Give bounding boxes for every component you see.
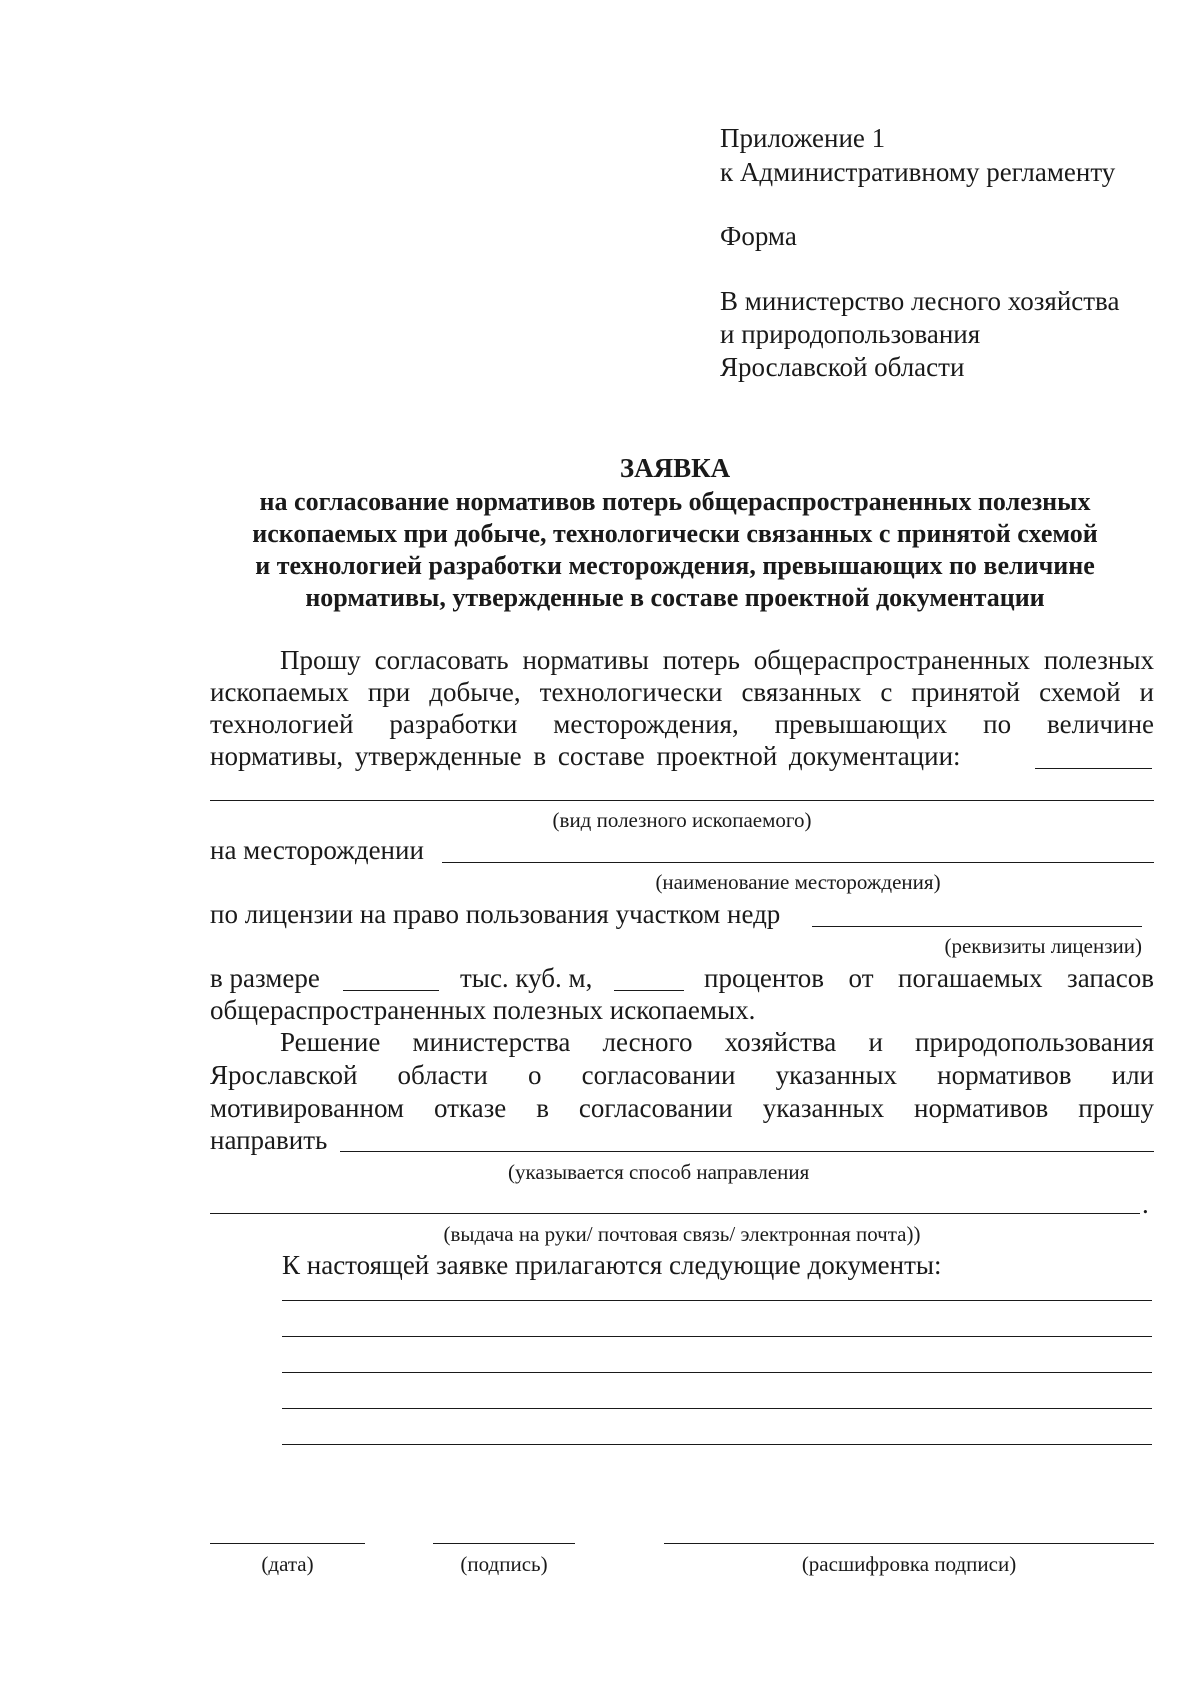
license-label: по лицензии на право пользования участком недр <box>210 899 781 929</box>
send-period: . <box>1142 1189 1149 1219</box>
signature-caption: (подпись) <box>460 1552 548 1576</box>
license-details-caption: (реквизиты лицензии) <box>944 934 1142 958</box>
document-title: ЗАЯВКА <box>619 453 731 483</box>
signature-decode-caption: (расшифровка подписи) <box>801 1552 1017 1576</box>
title-line-2: ископаемых при добыче, технологически связанных с принятой схемой <box>252 519 1098 548</box>
addressee-line-3: Ярославской области <box>720 352 965 382</box>
percent-field[interactable] <box>614 990 684 991</box>
decision-line-1: Решение министерства лесного хозяйства и природопользования <box>280 1027 1154 1057</box>
attachment-line-3[interactable] <box>282 1372 1152 1373</box>
attachments-label: К настоящей заявке прилагаются следующие документы: <box>282 1250 942 1280</box>
title-line-4: нормативы, утвержденные в составе проектной документации <box>305 583 1045 612</box>
title-line-1: на согласование нормативов потерь общераспространенных полезных <box>259 487 1091 516</box>
mineral-type-field[interactable] <box>210 800 1154 801</box>
decision-line-3: мотивированном отказе в согласовании указанных нормативов прошу <box>210 1093 1154 1123</box>
mineral-field-inline[interactable] <box>1035 768 1152 769</box>
decision-line-2: Ярославской области о согласовании указанных нормативов или <box>210 1060 1154 1090</box>
size-line-2: общераспространенных полезных ископаемых. <box>210 995 756 1025</box>
appendix-label: Приложение 1 <box>720 123 886 153</box>
request-line-2: ископаемых при добыче, технологически связанных с принятой схемой и <box>210 677 1154 707</box>
send-caption: (указывается способ направления <box>508 1160 810 1184</box>
attachment-line-1[interactable] <box>282 1300 1152 1301</box>
request-line-4: нормативы, утвержденные в составе проектной документации: <box>210 741 961 771</box>
attachment-line-5[interactable] <box>282 1444 1152 1445</box>
request-line-3: технологией разработки месторождения, превышающих по величине <box>210 709 1154 739</box>
deposit-name-field[interactable] <box>442 862 1154 863</box>
size-label: в размере <box>210 963 320 993</box>
request-line-1: Прошу согласовать нормативы потерь общераспространенных полезных <box>280 645 1154 675</box>
date-field[interactable] <box>210 1543 365 1544</box>
deposit-label: на месторождении <box>210 835 424 865</box>
date-caption: (дата) <box>261 1552 314 1576</box>
delivery-method-field[interactable] <box>340 1151 1154 1152</box>
size-unit: тыс. куб. м, <box>460 963 593 993</box>
attachment-line-2[interactable] <box>282 1336 1152 1337</box>
signature-field[interactable] <box>433 1543 575 1544</box>
signature-decode-field[interactable] <box>664 1543 1154 1544</box>
send-label: направить <box>210 1125 328 1155</box>
delivery-options-caption: (выдача на руки/ почтовая связь/ электронная почта)) <box>443 1222 921 1246</box>
volume-field[interactable] <box>343 990 439 991</box>
regulation-reference: к Административному регламенту <box>720 157 1116 187</box>
attachment-line-4[interactable] <box>282 1408 1152 1409</box>
title-line-3: и технологией разработки месторождения, превышающих по величине <box>255 551 1095 580</box>
mineral-type-caption: (вид полезного ископаемого) <box>552 808 812 832</box>
addressee-line-2: и природопользования <box>720 319 981 349</box>
license-details-field[interactable] <box>812 926 1142 927</box>
percent-text: процентов от погашаемых запасов <box>704 963 1154 993</box>
form-label: Форма <box>720 221 797 251</box>
delivery-method-field-2[interactable] <box>210 1213 1140 1214</box>
deposit-name-caption: (наименование месторождения) <box>655 870 941 894</box>
addressee-line-1: В министерство лесного хозяйства <box>720 286 1120 316</box>
